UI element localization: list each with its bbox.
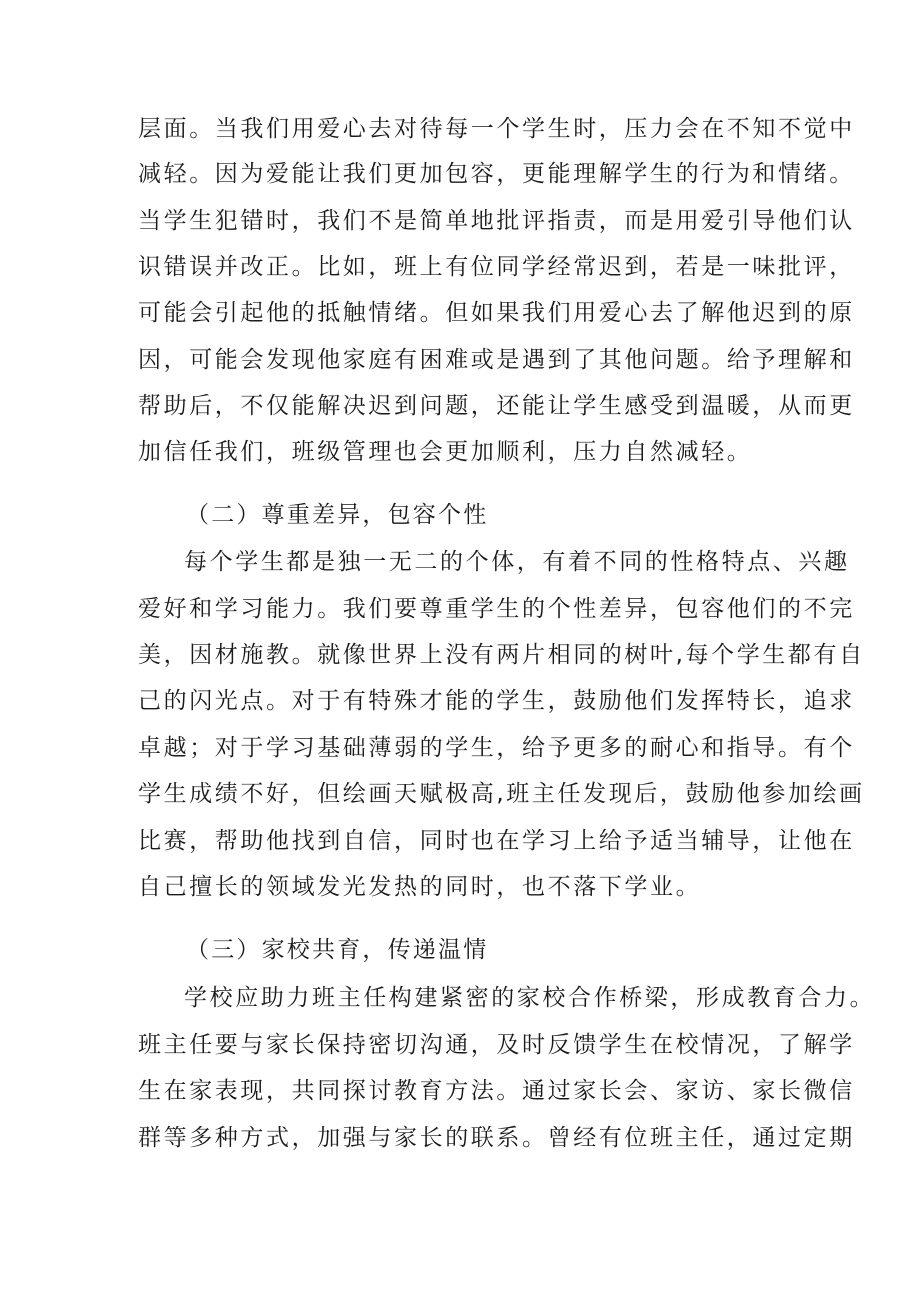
text-line: 当学生犯错时，我们不是简单地批评指责，而是用爱引导他们认 (138, 208, 855, 234)
section-heading-3: （三）家校共育，传递温情 (186, 937, 489, 963)
text-line: 班主任要与家长保持密切沟通，及时反馈学生在校情况，了解学 (138, 1032, 855, 1058)
text-line: 卓越；对于学习基础薄弱的学生，给予更多的耐心和指导。有个 (138, 735, 855, 761)
text-line: 层面。当我们用爱心去对待每一个学生时，压力会在不知不觉中 (138, 116, 855, 142)
text-line: 爱好和学习能力。我们要尊重学生的个性差异，包容他们的不完 (138, 596, 855, 622)
text-line: 加信任我们，班级管理也会更加顺利，压力自然减轻。 (138, 439, 753, 465)
text-line: 学校应助力班主任构建紧密的家校合作桥梁，形成教育合力。 (184, 985, 876, 1011)
section-heading-2: （二）尊重差异，包容个性 (186, 502, 489, 528)
text-line: 识错误并改正。比如，班上有位同学经常迟到，若是一味批评， (138, 254, 855, 280)
text-line: 帮助后，不仅能解决迟到问题，还能让学生感受到温暖，从而更 (138, 393, 855, 419)
text-line: 减轻。因为爱能让我们更加包容，更能理解学生的行为和情绪。 (138, 161, 855, 187)
text-line: 群等多种方式，加强与家长的联系。曾经有位班主任，通过定期 (138, 1125, 855, 1151)
text-line: 可能会引起他的抵触情绪。但如果我们用爱心去了解他迟到的原 (138, 300, 855, 326)
text-line: 美，因材施教。就像世界上没有两片相同的树叶,每个学生都有自 (138, 642, 865, 668)
text-line: 每个学生都是独一无二的个体，有着不同的性格特点、兴趣 (184, 549, 850, 575)
text-line: 己的闪光点。对于有特殊才能的学生，鼓励他们发挥特长，追求 (138, 688, 855, 714)
text-line: 因，可能会发现他家庭有困难或是遇到了其他问题。给予理解和 (138, 347, 855, 373)
text-line: 比赛，帮助他找到自信，同时也在学习上给予适当辅导，让他在 (138, 828, 855, 854)
text-line: 自己擅长的领域发光发热的同时，也不落下学业。 (138, 874, 702, 900)
text-line: 生在家表现，共同探讨教育方法。通过家长会、家访、家长微信 (138, 1078, 855, 1104)
text-line: 学生成绩不好，但绘画天赋极高,班主任发现后，鼓励他参加绘画 (138, 781, 865, 807)
